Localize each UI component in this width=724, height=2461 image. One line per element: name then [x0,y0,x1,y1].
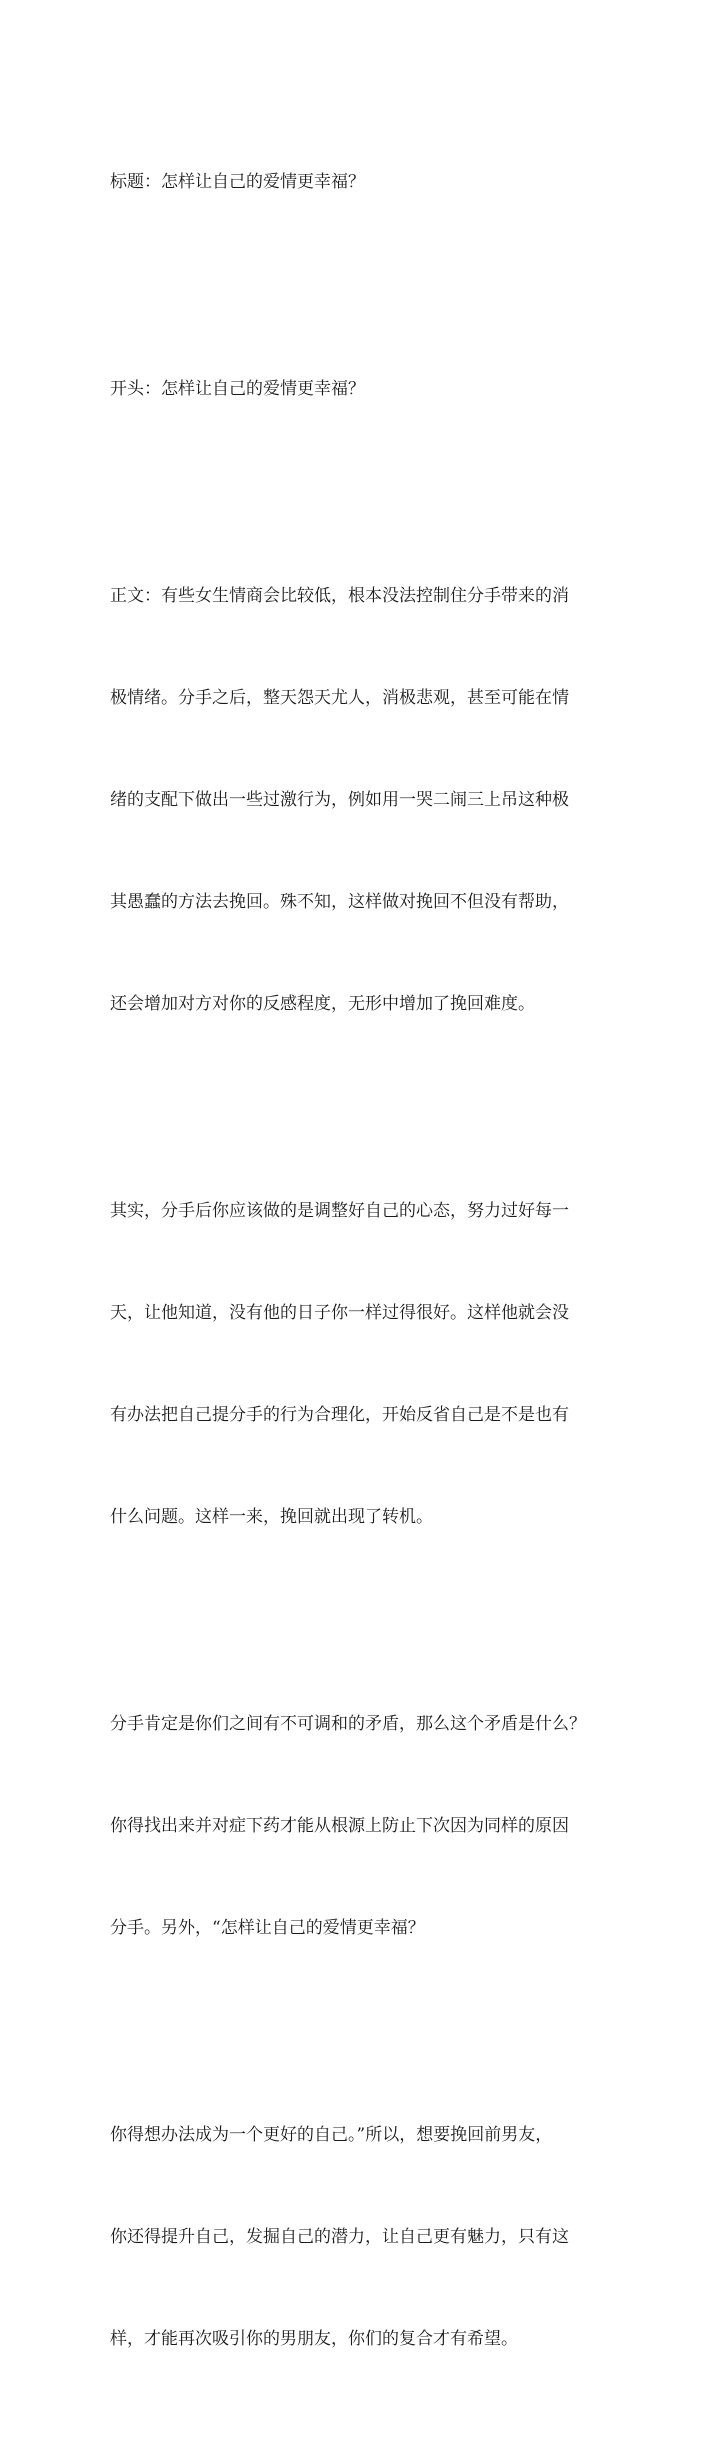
paragraph-3 [110,1639,640,2013]
paragraph-line: 分手肯定是你们之间有不可调和的矛盾，那么这个矛盾是什么？ [110,1714,586,1734]
opening-line [110,304,640,474]
paragraph-1 [110,511,640,1089]
paragraph-2 [110,1126,640,1602]
opening-text: 开头：怎样让自己的爱情更幸福？ [110,379,365,399]
paragraph-line: 绪的支配下做出一些过激行为，例如用一哭二闹三上吊这种极 [110,790,569,810]
paragraph-line: 其实，分手后你应该做的是调整好自己的心态，努力过好每一 [110,1201,569,1221]
paragraph-line: 还会增加对方对你的反感程度，无形中增加了挽回难度。 [110,994,535,1014]
paragraph-line: 你得找出来并对症下药才能从根源上防止下次因为同样的原因 [110,1816,569,1836]
paragraph-4 [110,2050,640,2424]
document-body [110,97,640,2461]
paragraph-line: 正文：有些女生情商会比较低，根本没法控制住分手带来的消 [110,586,569,606]
paragraph-line: 你得想办法成为一个更好的自己。”所以，想要挽回前男友， [110,2125,553,2145]
paragraph-line: 样，才能再次吸引你的男朋友，你们的复合才有希望。 [110,2329,518,2349]
paragraph-line: 其愚蠢的方法去挽回。殊不知，这样做对挽回不但没有帮助， [110,892,569,912]
paragraph-line: 什么问题。这样一来，挽回就出现了转机。 [110,1507,433,1527]
paragraph-line: 有办法把自己提分手的行为合理化，开始反省自己是不是也有 [110,1405,569,1425]
title-line [110,97,640,267]
title-text: 标题：怎样让自己的爱情更幸福？ [110,172,365,192]
paragraph-line: 天，让他知道，没有他的日子你一样过得很好。这样他就会没 [110,1303,569,1323]
paragraph-line: 分手。另外，“怎样让自己的爱情更幸福？ [110,1918,425,1938]
paragraph-line: 极情绪。分手之后，整天怨天尤人，消极悲观，甚至可能在情 [110,688,569,708]
paragraph-line: 你还得提升自己，发掘自己的潜力，让自己更有魅力，只有这 [110,2227,569,2247]
